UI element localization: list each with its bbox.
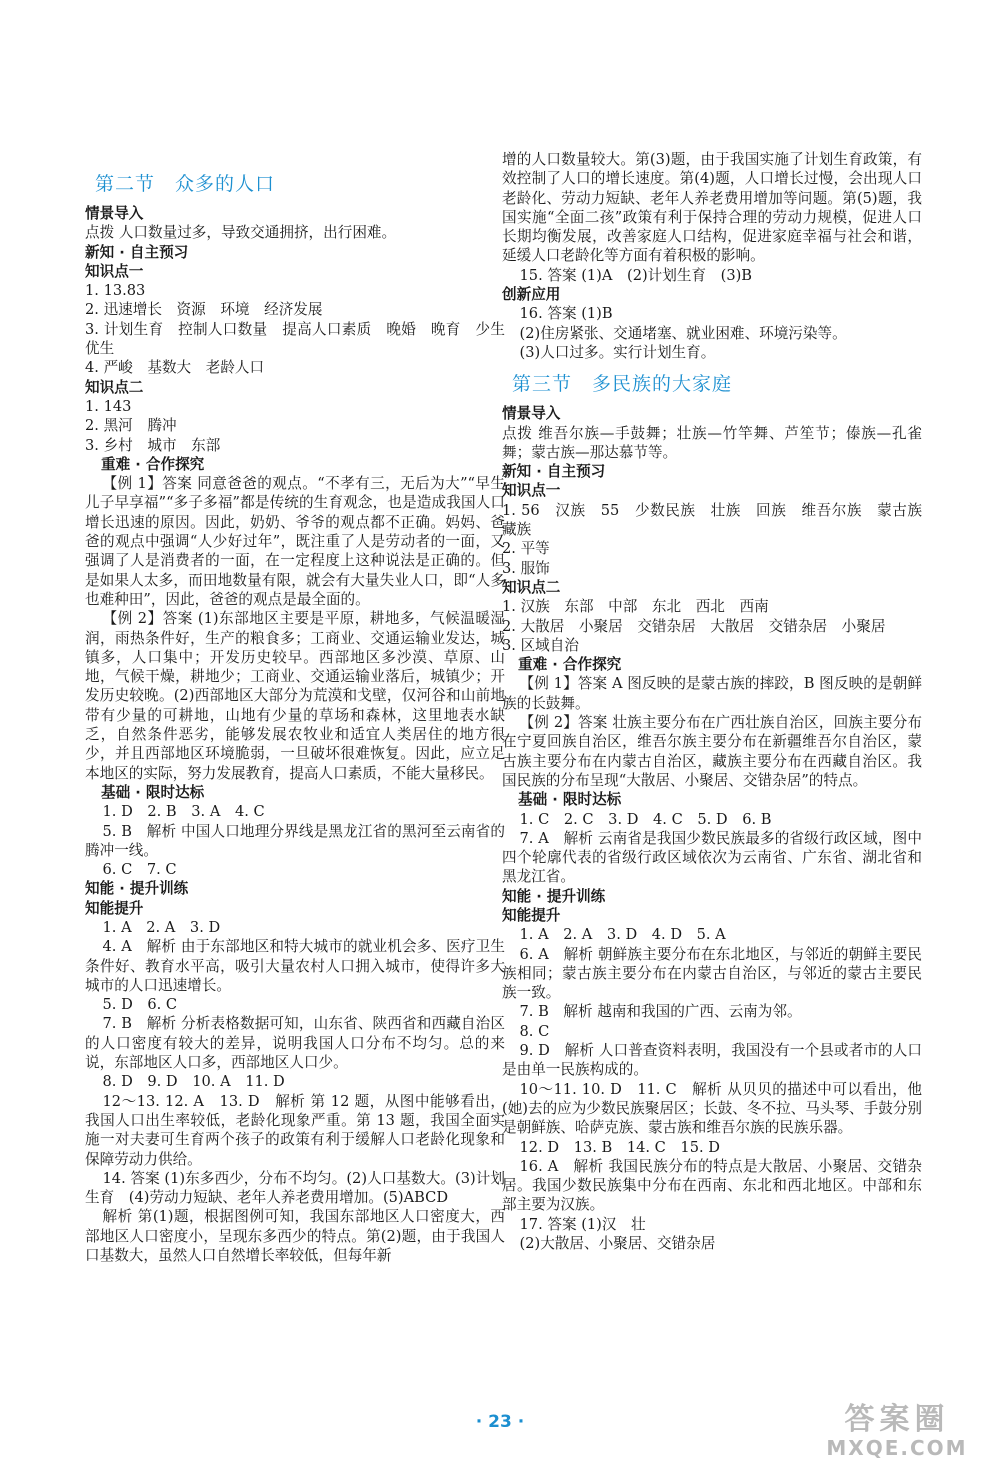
watermark-site-text: MXQE.COM	[826, 1436, 968, 1460]
answer-paragraph: 5. B 解析 中国人口地理分界线是黑龙江省的黑河至云南省的腾冲一线。	[85, 822, 505, 859]
section-title	[85, 172, 505, 196]
answer-paragraph: 7. B 解析 越南和我国的广西、云南为邻。	[519, 1003, 802, 1021]
answer-paragraph: 1. D 2. B 3. A 4. C	[102, 803, 265, 821]
watermark-logo	[808, 1403, 986, 1463]
section-heading: 知能 · 提升训练	[502, 887, 606, 905]
section-heading: 新知 · 自主预习	[85, 243, 189, 261]
section-heading: 知能提升	[502, 906, 561, 924]
answer-paragraph: 14. 答案 (1)东多西少，分布不均匀。(2)人口基数大。(3)计划生育 (4)劳动力短缺、老年人养老费用增加。(5)ABCD	[85, 1169, 505, 1207]
answer-paragraph: (2)住房紧张、交通堵塞、就业困难、环境污染等。	[519, 324, 847, 342]
answer-paragraph: 6. C 7. C	[102, 861, 177, 879]
section-heading: 知能 · 提升训练	[85, 880, 189, 898]
subsection-heading: 基础 · 限时达标	[101, 783, 205, 801]
answer-paragraph: 10～11. 10. D 11. C 解析 从贝贝的描述中可以看出，他(她)去的应为少数民族聚居区；长鼓、冬不拉、马头琴、手鼓分别是朝鲜族、哈萨克族、蒙古族和维吾尔族的民族乐器。	[502, 1080, 923, 1137]
answer-paragraph: 1. C 2. C 3. D 4. C 5. D 6. B	[519, 810, 772, 828]
answer-paragraph: 7. B 解析 分析表格数据可知，山东省、陕西省和西藏自治区的人口密度有较大的差异，说明我国人口分布不均匀。总的来说，东部地区人口多，西部地区人口少。	[85, 1015, 505, 1072]
answer-line: 2. 大散居 小聚居 交错杂居 大散居 交错杂居 小聚居	[502, 617, 886, 635]
answer-paragraph: 解析 第(1)题，根据图例可知，我国东部地区人口密度大，西部地区人口密度小，呈现东多西少的特点。第(2)题，由于我国人口基数大，虽然人口自然增长率较低，但每年新	[85, 1208, 505, 1265]
answer-line: 3. 乡村 城市 东部	[85, 436, 221, 454]
answer-line: 3. 计划生育 控制人口数量 提高人口素质 晚婚 晚育 少生 优生	[85, 320, 520, 358]
answer-paragraph: 【例 2】答案 (1)东部地区主要是平原，耕地多，气候温暖湿润，雨热条件好，生产的粮食多；工商业、交通运输业发达，城镇多，人口集中；开发历史较早。西部地区多沙漠、草原、山地，气候干燥，耕地少；工商业、交通运输业落后，城镇少；开发历史较晚。(2)西部地区大部分为荒漠和戈壁，仅河谷和山前地带有少量的可耕地，山地有少量的草场和森林，这里地表水缺乏，自然条件恶劣，能够发展农牧业和适宜人类居住的地方很少，并且西部地区环境脆弱，一旦破坏很难恢复。因此，应立足本地区的实际，努力发展教育，提高人口素质，不能大量移民。	[85, 610, 505, 782]
answer-line: 2. 迅速增长 资源 环境 经济发展	[85, 301, 323, 319]
answer-paragraph: 12～13. 12. A 13. D 解析 第 12 题，从图中能够看出，我国人口出生率较低，老龄化现象严重。第 13 题，我国全面实施一对夫妻可生育两个孩子的政策有利于缓解人口老龄化现象和保障劳动力供给。	[85, 1092, 505, 1168]
answer-paragraph: 15. 答案 (1)A (2)计划生育 (3)B	[519, 266, 753, 284]
answer-paragraph: 5. D 6. C	[102, 996, 178, 1014]
answer-paragraph: 17. 答案 (1)汉 壮	[519, 1215, 646, 1233]
answer-paragraph: 6. A 解析 朝鲜族主要分布在东北地区，与邻近的朝鲜主要民族相同；蒙古族主要分布在内蒙古自治区，与邻近的蒙古主要民族一致。	[502, 945, 922, 1002]
answer-paragraph: 1. A 2. A 3. D	[102, 918, 221, 936]
page-number: · 23 ·	[475, 1412, 525, 1432]
answer-paragraph: 【例 2】答案 壮族主要分布在广西壮族自治区，回族主要分布在宁夏回族自治区，维吾尔族主要分布在新疆维吾尔自治区，蒙古族主要分布在内蒙古自治区，藏族主要分布在西藏自治区。我国民族的分布呈现“大散居、小聚居、交错杂居”的特点。	[502, 714, 922, 789]
section-heading: 知识点一	[502, 482, 561, 500]
answer-line: 3. 区域自治	[502, 636, 579, 654]
answer-paragraph: 8. D 9. D 10. A 11. D	[102, 1073, 285, 1091]
section-heading: 知识点一	[85, 262, 144, 280]
section-number: 第三节	[512, 373, 573, 396]
answer-paragraph: 1. A 2. A 3. D 4. D 5. A	[519, 926, 726, 944]
section-name: 多民族的大家庭	[592, 373, 733, 396]
answer-paragraph: (3)人口过多。实行计划生育。	[519, 343, 716, 361]
answer-line: 点拨 维吾尔族—手鼓舞；壮族—竹竿舞、芦笙节；傣族—孔雀舞；蒙古族—那达慕节等。	[502, 424, 922, 461]
answer-line: 4. 严峻 基数大 老龄人口	[85, 359, 265, 377]
subsection-heading: 重难 · 合作探究	[101, 455, 205, 473]
answer-line: 2. 黑河 腾冲	[85, 417, 177, 435]
answer-line: 2. 平等	[502, 540, 550, 558]
section-heading: 知识点二	[502, 578, 561, 596]
section-title	[502, 372, 922, 396]
answer-paragraph: 【例 1】答案 同意爸爸的观点。“不孝有三，无后为大”“早生儿子早享福”“多子多福”都是传统的生育观念，也是造成我国人口增长迅速的原因。因此，奶奶、爷爷的观点都不正确。妈妈、爸爸的观点中强调“人少好过年”，既注重了人是劳动者的一面，又强调了人是消费者的一面，在一定程度上这种说法是正确的。但是如果人太多，而田地数量有限，就会有大量失业人口，即“人多也难种田”，因此，爸爸的观点是最全面的。	[85, 475, 505, 608]
answer-paragraph: 12. D 13. B 14. C 15. D	[519, 1138, 720, 1156]
answer-line: 1. 汉族 东部 中部 东北 西北 西南	[502, 598, 769, 616]
answer-paragraph: 4. A 解析 由于东部地区和特大城市的就业机会多、医疗卫生条件好、教育水平高，吸引大量农村人口拥入城市，使得许多大城市的人口迅速增长。	[85, 938, 505, 994]
answer-paragraph: 7. A 解析 云南省是我国少数民族最多的省级行政区域，图中四个轮廓代表的省级行政区域依次为云南省、广东省、湖北省和黑龙江省。	[502, 829, 922, 886]
section-heading: 创新应用	[502, 286, 561, 304]
section-heading: 情景导入	[502, 405, 561, 423]
answer-paragraph: 16. 答案 (1)B	[519, 305, 613, 323]
answer-line: 3. 服饰	[502, 559, 550, 577]
answer-paragraph: 16. A 解析 我国民族分布的特点是大散居、小聚居、交错杂居。我国少数民族集中分布在西南、东北和西北地区。中部和东部主要为汉族。	[502, 1157, 922, 1214]
section-heading: 知识点二	[85, 378, 144, 396]
answer-line: 1. 143	[85, 397, 132, 415]
subsection-heading: 基础 · 限时达标	[518, 791, 622, 809]
answer-line: 1. 56 汉族 55 少数民族 壮族 回族 维吾尔族 蒙古族 藏族	[502, 501, 937, 539]
right-column	[502, 150, 937, 1253]
answer-paragraph: 8. C	[519, 1022, 550, 1040]
section-heading: 知能提升	[85, 899, 144, 917]
watermark-main-text: 答案圈	[844, 1402, 950, 1437]
section-heading: 新知 · 自主预习	[502, 463, 606, 481]
answer-line: 点拨 人口数量过多，导致交通拥挤，出行困难。	[85, 224, 397, 242]
answer-paragraph: 【例 1】答案 A 图反映的是蒙古族的摔跤，B 图反映的是朝鲜族的长鼓舞。	[502, 675, 922, 712]
answer-paragraph: (2)大散居、小聚居、交错杂居	[519, 1235, 716, 1253]
subsection-heading: 重难 · 合作探究	[518, 656, 622, 674]
answer-line: 1. 13.83	[85, 282, 146, 300]
answer-paragraph: 9. D 解析 人口普查资料表明，我国没有一个县或者市的人口是由单一民族构成的。	[502, 1042, 922, 1079]
section-number: 第二节	[95, 173, 156, 195]
section-heading: 情景导入	[85, 205, 144, 222]
left-column	[85, 150, 520, 1265]
section-name: 众多的人口	[175, 173, 276, 195]
answer-line: 增的人口数量较大。第(3)题，由于我国实施了计划生育政策，有效控制了人口的增长速度。第(4)题，人口增长过慢，会出现人口老龄化、劳动力短缺、老年人养老费用增加等问题。第(5)题，我国实施“全面二孩”政策有利于保持合理的劳动力规模，促进人口长期均衡发展，改善家庭人口结构，促进家庭幸福与社会和谐，延缓人口老龄化等方面有着积极的影响。	[502, 151, 922, 265]
